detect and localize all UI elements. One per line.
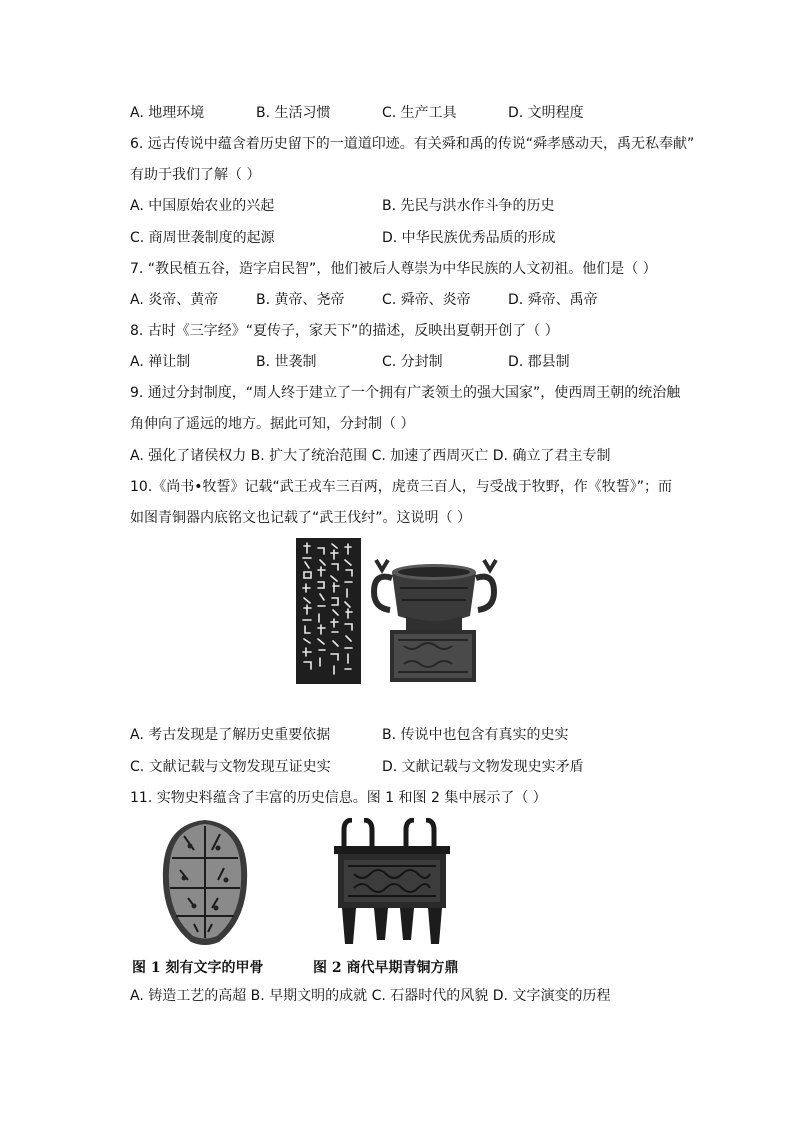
q6-option-a: A. 中国原始农业的兴起 [130, 198, 275, 214]
bronze-fangding-image [330, 818, 454, 946]
q10-stem-line-1: 10.《尚书•牧誓》记载“武王戎车三百两，虎贲三百人，与受战于牧野，作《牧誓》”；而 [130, 479, 673, 495]
q5-option-c: C. 生产工具 [382, 105, 457, 121]
q5-option-d: D. 文明程度 [508, 105, 584, 121]
q6-option-d: D. 中华民族优秀品质的形成 [382, 230, 556, 246]
q9-options-line: A. 强化了诸侯权力 B. 扩大了统治范围 C. 加速了西周灭亡 D. 确立了君主专制 [130, 448, 611, 464]
q8-stem-line-1: 8. 古时《三字经》“夏传子，家天下”的描述，反映出夏朝开创了（ ） [130, 323, 559, 339]
inscription-rubbing-image [296, 538, 361, 684]
q10-option-c: C. 文献记载与文物发现互证史实 [130, 759, 331, 775]
oracle-bone-image [160, 818, 250, 946]
q9-stem-line-1: 9. 通过分封制度，“周人终于建立了一个拥有广袤领土的强大国家”，使西周王朝的统治触 [130, 385, 681, 401]
q6-option-b: B. 先民与洪水作斗争的历史 [382, 198, 555, 214]
q7-option-b: B. 黄帝、尧帝 [256, 292, 345, 308]
q9-stem-line-2: 角伸向了遥远的地方。据此可知，分封制（ ） [130, 416, 415, 432]
q6-option-c: C. 商周世袭制度的起源 [130, 230, 275, 246]
q5-option-b: B. 生活习惯 [256, 105, 331, 121]
q11-stem-line-1: 11. 实物史料蕴含了丰富的历史信息。图 1 和图 2 集中展示了（ ） [130, 790, 547, 806]
q10-option-d: D. 文献记载与文物发现史实矛盾 [382, 759, 584, 775]
bronze-gui-vessel-image [374, 560, 496, 682]
q8-option-a: A. 禅让制 [130, 354, 191, 370]
q10-option-b: B. 传说中也包含有真实的史实 [382, 727, 569, 743]
q6-stem-line-1: 6. 远古传说中蕴含着历史留下的一道道印迹。有关舜和禹的传说“舜孝感动天，禹无私奉献” [130, 136, 695, 152]
q7-option-a: A. 炎帝、黄帝 [130, 292, 219, 308]
q7-stem-line-1: 7. “教民植五谷，造字启民智”，他们被后人尊崇为中华民族的人文初祖。他们是（ ） [130, 261, 657, 277]
q5-option-a: A. 地理环境 [130, 105, 205, 121]
q8-option-b: B. 世袭制 [256, 354, 317, 370]
q7-option-c: C. 舜帝、炎帝 [382, 292, 471, 308]
q7-option-d: D. 舜帝、禹帝 [508, 292, 598, 308]
figure-2-caption: 图 2 商代早期青铜方鼎 [313, 960, 459, 976]
q10-option-a: A. 考古发现是了解历史重要依据 [130, 727, 331, 743]
q8-option-d: D. 郡县制 [508, 354, 570, 370]
q10-bronze-figure [296, 538, 504, 684]
figure-1-caption: 图 1 刻有文字的甲骨 [132, 960, 264, 976]
q11-options-line: A. 铸造工艺的高超 B. 早期文明的成就 C. 石器时代的风貌 D. 文字演变的历程 [130, 988, 611, 1004]
q6-stem-line-2: 有助于我们了解（ ） [130, 167, 261, 183]
q8-option-c: C. 分封制 [382, 354, 443, 370]
q10-stem-line-2: 如图青铜器内底铭文也记载了“武王伐纣”。这说明（ ） [130, 510, 471, 526]
